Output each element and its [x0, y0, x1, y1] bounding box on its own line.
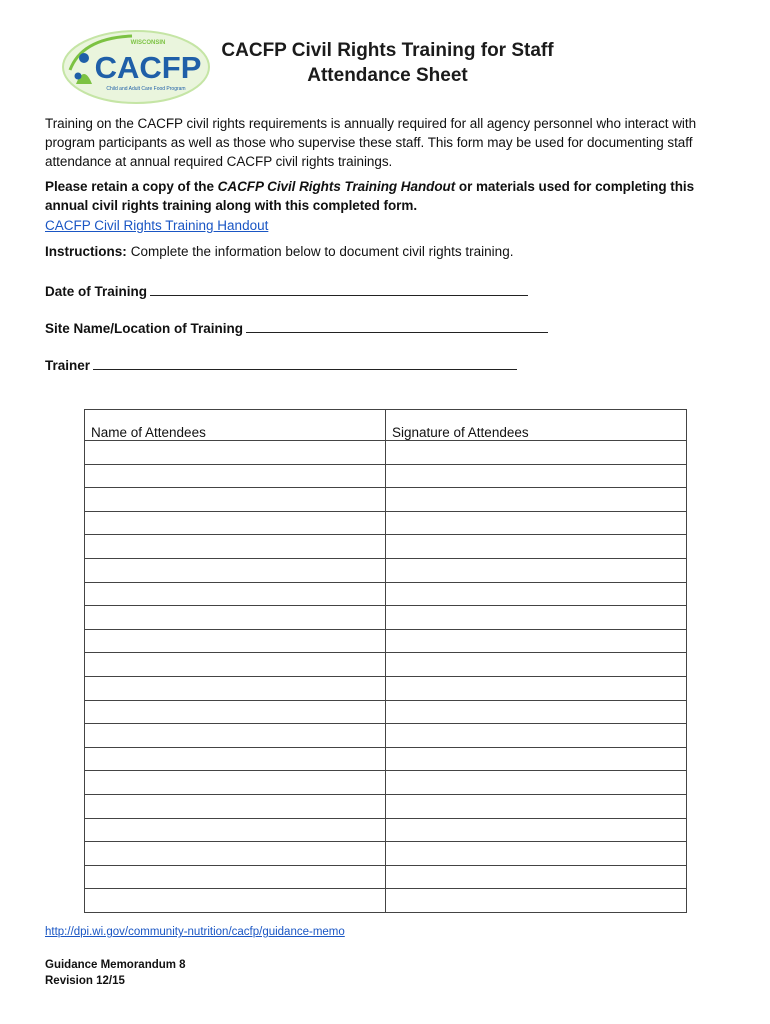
attendee-name-cell[interactable]	[85, 889, 386, 913]
attendee-name-cell[interactable]	[85, 488, 386, 512]
table-row	[85, 747, 687, 771]
attendee-signature-cell[interactable]	[386, 558, 687, 582]
attendee-name-cell[interactable]	[85, 606, 386, 630]
attendee-name-cell[interactable]	[85, 818, 386, 842]
logo-person-icon	[79, 53, 89, 63]
attendee-name-cell[interactable]	[85, 629, 386, 653]
memo-info	[45, 957, 186, 989]
attendee-signature-cell[interactable]	[386, 771, 687, 795]
name-column-header: Name of Attendees	[85, 410, 386, 441]
table-row	[85, 441, 687, 465]
attendee-signature-cell[interactable]	[386, 676, 687, 700]
retain-before: Please retain a copy of the	[45, 179, 218, 194]
attendee-name-cell[interactable]	[85, 724, 386, 748]
logo-subtitle: Child and Adult Care Food Program	[106, 86, 186, 92]
attendee-signature-cell[interactable]	[386, 747, 687, 771]
attendee-signature-cell[interactable]	[386, 606, 687, 630]
retain-emphasis: CACFP Civil Rights Training Handout	[217, 179, 456, 194]
attendee-signature-cell[interactable]	[386, 511, 687, 535]
date-of-training-input[interactable]	[150, 283, 528, 296]
cacfp-logo	[62, 30, 210, 104]
table-row	[85, 511, 687, 535]
attendee-signature-cell[interactable]	[386, 724, 687, 748]
attendee-signature-cell[interactable]	[386, 794, 687, 818]
attendee-signature-cell[interactable]	[386, 700, 687, 724]
retain-after: or materials used for completing this annual civil rights training along with this completed form.	[45, 179, 695, 213]
table-row	[85, 676, 687, 700]
table-row	[85, 629, 687, 653]
logo-main-text: CACFP	[94, 50, 202, 85]
table-row	[85, 653, 687, 677]
site-name-field	[45, 320, 548, 336]
site-name-input[interactable]	[246, 320, 548, 333]
table-header-row	[85, 410, 687, 441]
attendee-signature-cell[interactable]	[386, 535, 687, 559]
attendee-name-cell[interactable]	[85, 771, 386, 795]
page-title	[200, 38, 575, 88]
attendee-name-cell[interactable]	[85, 558, 386, 582]
title-line-2: Attendance Sheet	[307, 65, 468, 86]
attendee-name-cell[interactable]	[85, 747, 386, 771]
table-row	[85, 865, 687, 889]
attendee-signature-cell[interactable]	[386, 441, 687, 465]
attendee-name-cell[interactable]	[85, 653, 386, 677]
memo-title: Guidance Memorandum 8	[45, 959, 186, 971]
table-row	[85, 724, 687, 748]
handout-link[interactable]: CACFP Civil Rights Training Handout	[45, 218, 269, 233]
attendee-signature-cell[interactable]	[386, 653, 687, 677]
table-row	[85, 558, 687, 582]
attendee-name-cell[interactable]	[85, 676, 386, 700]
attendee-name-cell[interactable]	[85, 842, 386, 866]
date-of-training-field	[45, 283, 528, 299]
trainer-field	[45, 357, 517, 373]
table-row	[85, 535, 687, 559]
attendee-signature-cell[interactable]	[386, 464, 687, 488]
attendee-signature-cell[interactable]	[386, 488, 687, 512]
trainer-label: Trainer	[45, 358, 91, 373]
retain-notice	[45, 177, 735, 215]
attendee-name-cell[interactable]	[85, 441, 386, 465]
trainer-input[interactable]	[93, 357, 517, 370]
table-row	[85, 889, 687, 913]
attendee-name-cell[interactable]	[85, 511, 386, 535]
instructions-label: Instructions:	[45, 244, 127, 259]
intro-paragraph: Training on the CACFP civil rights requirements is annually required for all agency personnel who interact with program participants as well as those who supervise these staff. This form may be used for documenting staff attendance at annual required CACFP civil rights trainings.	[45, 116, 697, 169]
attendee-signature-cell[interactable]	[386, 629, 687, 653]
attendee-signature-cell[interactable]	[386, 842, 687, 866]
attendee-signature-cell[interactable]	[386, 582, 687, 606]
attendee-name-cell[interactable]	[85, 700, 386, 724]
logo-top-text: WISCONSIN	[130, 40, 166, 46]
attendee-name-cell[interactable]	[85, 464, 386, 488]
table-row	[85, 606, 687, 630]
table-row	[85, 794, 687, 818]
table-row	[85, 818, 687, 842]
attendee-signature-cell[interactable]	[386, 818, 687, 842]
memo-revision: Revision 12/15	[45, 975, 125, 987]
table-row	[85, 842, 687, 866]
table-row	[85, 488, 687, 512]
signature-column-header: Signature of Attendees	[386, 410, 687, 441]
guidance-memo-link[interactable]: http://dpi.wi.gov/community-nutrition/cacfp/guidance-memo	[45, 926, 345, 938]
instructions-text: Complete the information below to document civil rights training.	[130, 244, 514, 259]
attendees-table	[84, 409, 687, 913]
attendee-signature-cell[interactable]	[386, 865, 687, 889]
title-line-1: CACFP Civil Rights Training for Staff	[221, 40, 554, 61]
attendees-table-body	[85, 441, 687, 913]
attendee-name-cell[interactable]	[85, 794, 386, 818]
table-row	[85, 700, 687, 724]
table-row	[85, 771, 687, 795]
attendee-signature-cell[interactable]	[386, 889, 687, 913]
instructions	[45, 244, 513, 259]
date-of-training-label: Date of Training	[45, 284, 148, 299]
table-row	[85, 464, 687, 488]
site-name-label: Site Name/Location of Training	[45, 321, 244, 336]
attendee-name-cell[interactable]	[85, 865, 386, 889]
attendee-name-cell[interactable]	[85, 535, 386, 559]
attendee-name-cell[interactable]	[85, 582, 386, 606]
table-row	[85, 582, 687, 606]
